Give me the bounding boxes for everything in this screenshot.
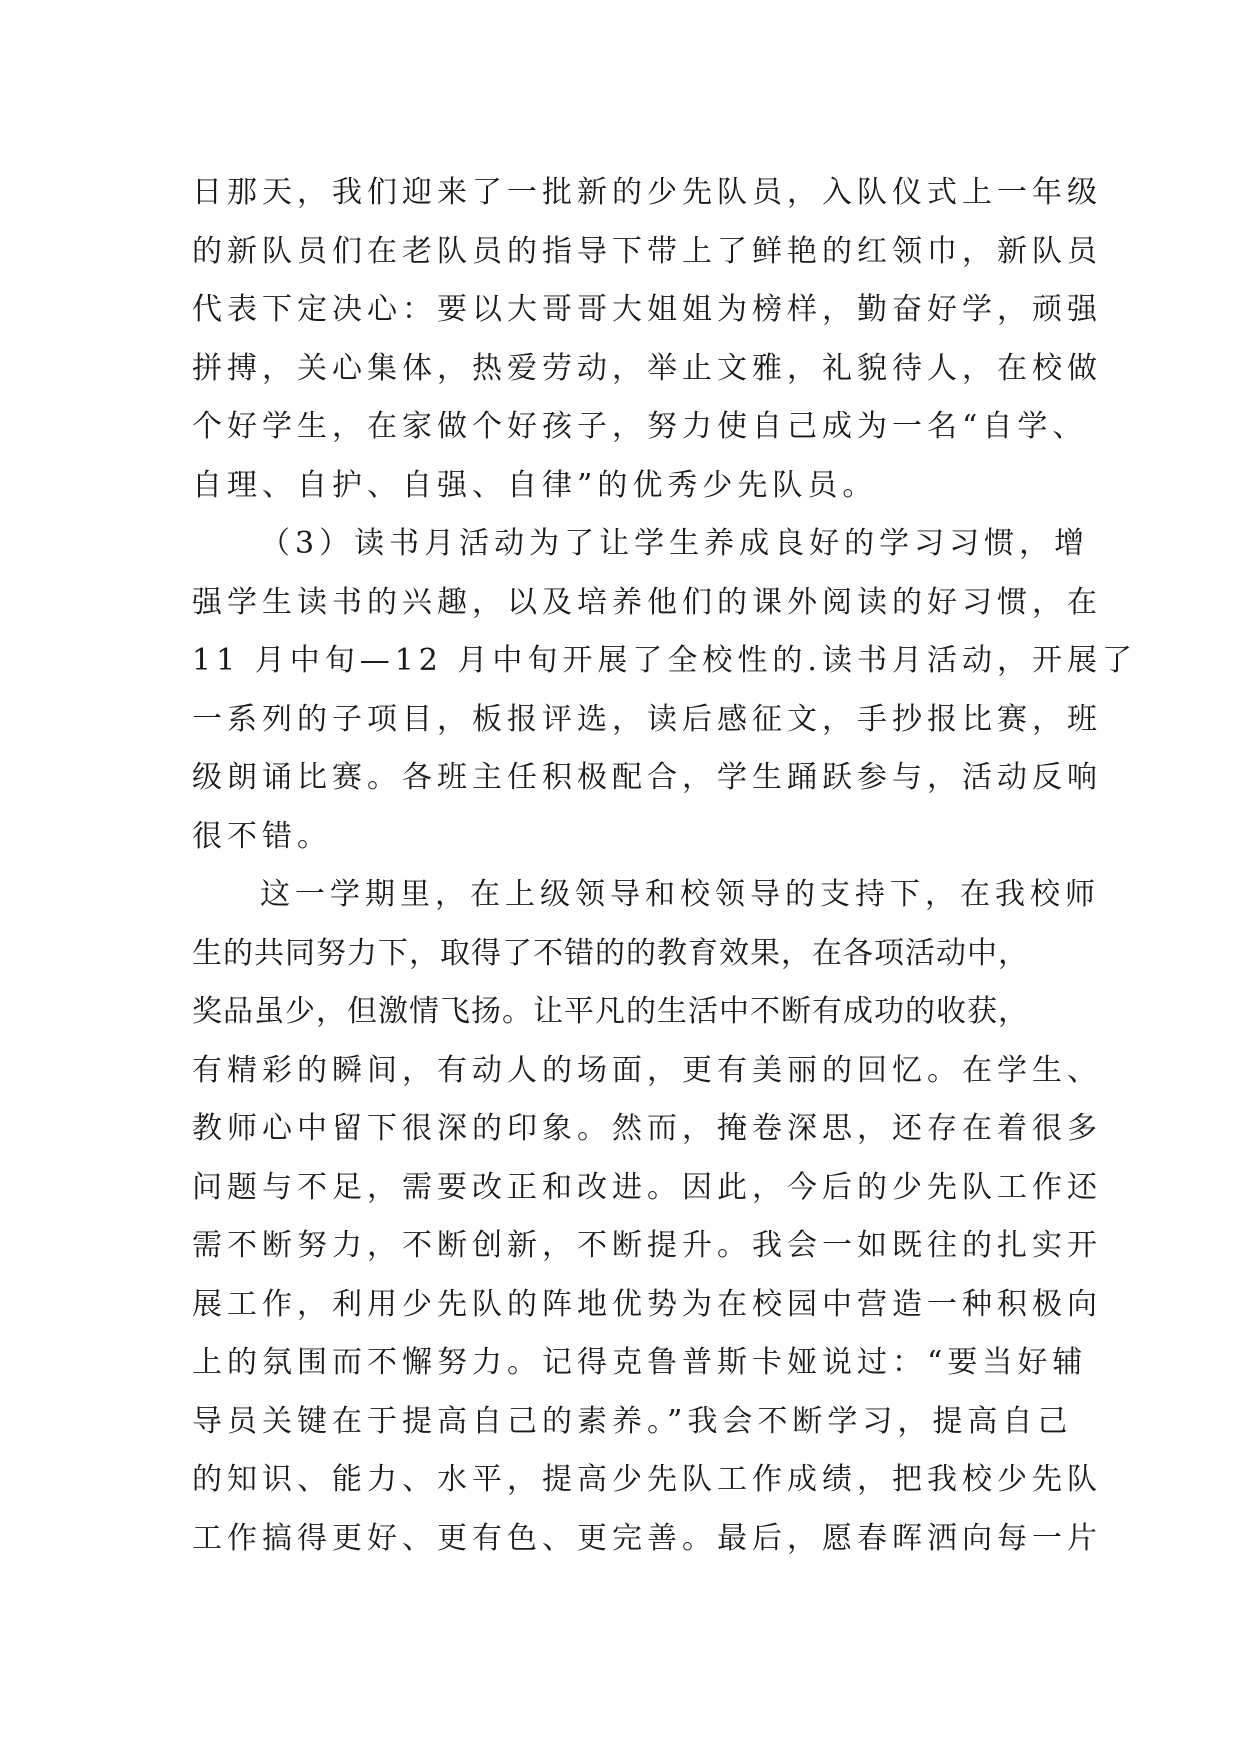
text-line: 级朗诵比赛。各班主任积极配合，学生踊跃参与，活动反响 xyxy=(192,760,1102,795)
text-line: 的新队员们在老队员的指导下带上了鲜艳的红领巾，新队员 xyxy=(192,233,1102,269)
text-line: 代表下定决心：要以大哥哥大姐姐为榜样，勤奋好学，顽强 xyxy=(192,292,1102,327)
text-line: 奖品虽少，但激情飞扬。让平凡的生活中不断有成功的收获， xyxy=(192,994,1029,1029)
document-body xyxy=(192,164,1137,1568)
text-line: 一系列的子项目，板报评选，读后感征文，手抄报比赛，班 xyxy=(192,701,1102,737)
text-line: 很不错。 xyxy=(192,818,332,854)
text-line: 上的氛围而不懈努力。记得克鲁普斯卡娅说过：“要当好辅 xyxy=(192,1345,1088,1380)
text-line: 教师心中留下很深的印象。然而，掩卷深思，还存在着很多 xyxy=(192,1111,1102,1146)
text-line: 自理、自护、自强、自律”的优秀少先队员。 xyxy=(192,467,878,503)
text-line: 生的共同努力下，取得了不错的的教育效果，在各项活动中， xyxy=(192,935,1029,971)
text-line: 展工作，利用少先队的阵地优势为在校园中营造一种积极向 xyxy=(192,1286,1102,1322)
text-line: 工作搞得更好、更有色、更完善。最后，愿春晖洒向每一片 xyxy=(192,1520,1102,1556)
text-line: 强学生读书的兴趣，以及培养他们的课外阅读的好习惯，在 xyxy=(192,584,1102,620)
text-line: 日那天，我们迎来了一批新的少先队员，入队仪式上一年级 xyxy=(192,175,1102,210)
text-line: 11 月中旬—12 月中旬开展了全校性的.读书月活动，开展了 xyxy=(192,643,1137,678)
text-line: 问题与不足，需要改正和改进。因此，今后的少先队工作还 xyxy=(192,1169,1102,1205)
text-line: 这一学期里，在上级领导和校领导的支持下，在我校师 xyxy=(260,877,1100,912)
text-line: 有精彩的瞬间，有动人的场面，更有美丽的回忆。在学生、 xyxy=(192,1052,1102,1088)
text-line: 需不断努力，不断创新，不断提升。我会一如既往的扎实开 xyxy=(192,1228,1102,1263)
text-line: 拼搏，关心集体，热爱劳动，举止文雅，礼貌待人，在校做 xyxy=(192,350,1102,386)
text-line: 个好学生，在家做个好孩子，努力使自己成为一名“自学、 xyxy=(192,409,1088,444)
text-line: 导员关键在于提高自己的素养。”我会不断学习，提高自己 xyxy=(192,1403,1073,1439)
text-line: 的知识、能力、水平，提高少先队工作成绩，把我校少先队 xyxy=(192,1462,1102,1497)
text-line: （3）读书月活动为了让学生养成良好的学习习惯，增 xyxy=(260,526,1090,561)
